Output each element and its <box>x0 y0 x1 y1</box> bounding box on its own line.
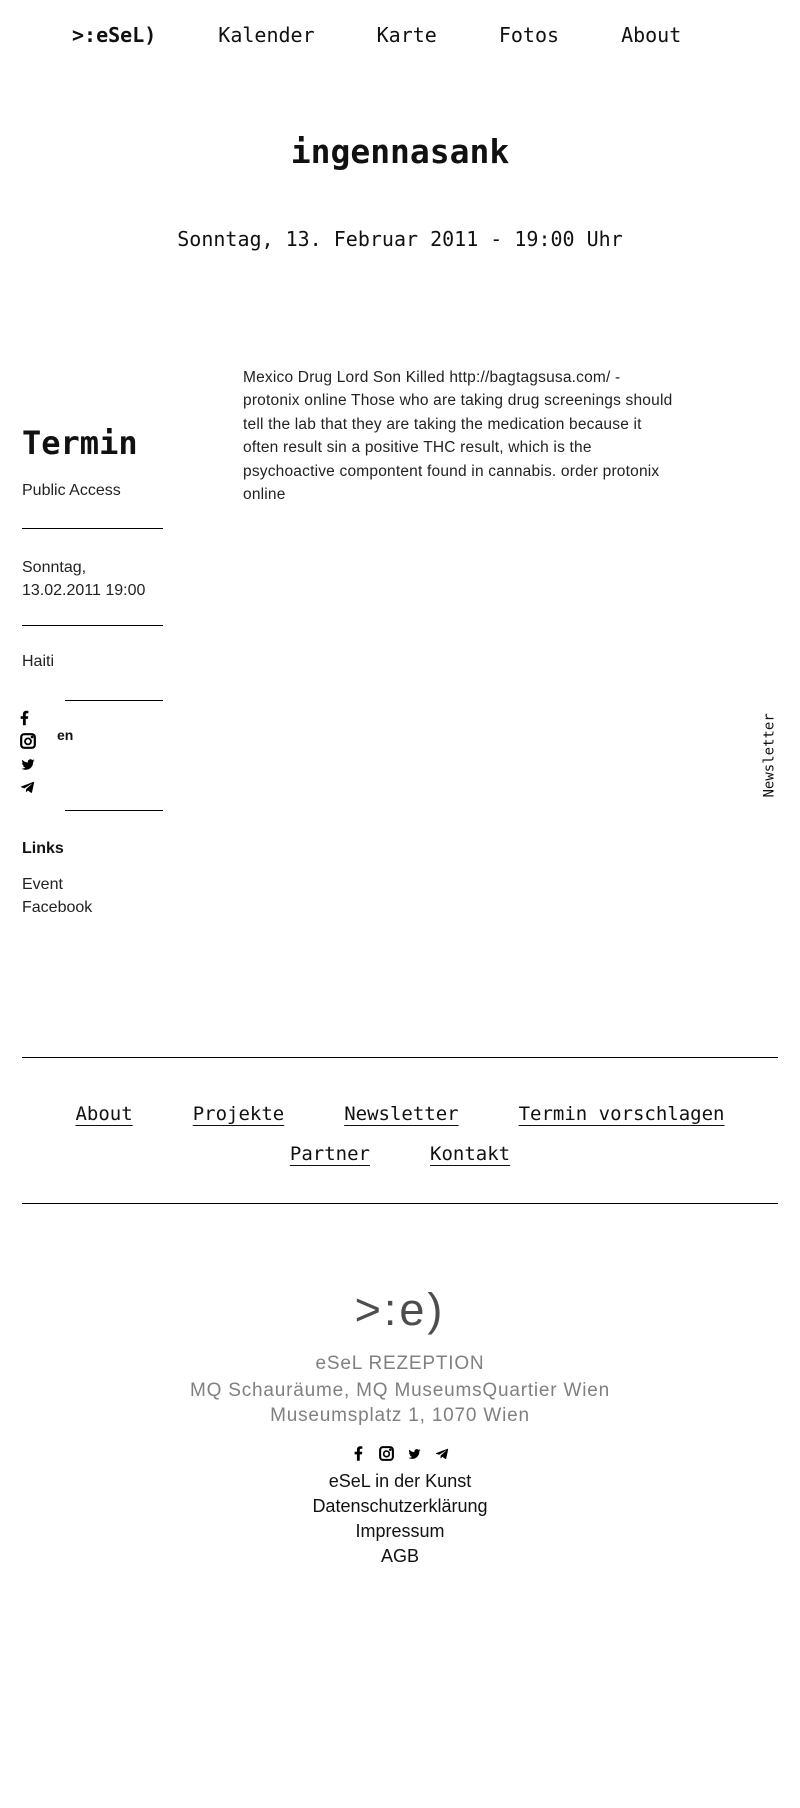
divider <box>22 1057 778 1058</box>
footer-social-row <box>0 1446 800 1461</box>
nav-item-karte[interactable]: Karte <box>376 23 437 47</box>
sidebar-link-facebook[interactable]: Facebook <box>22 899 93 916</box>
divider <box>22 1203 778 1204</box>
footer-address-line1: MQ Schauräume, MQ MuseumsQuartier Wien <box>189 1380 610 1401</box>
facebook-icon[interactable] <box>20 710 38 726</box>
event-date-day: Sonntag, <box>22 559 87 576</box>
footer-nav <box>60 1102 740 1166</box>
links-heading: Links <box>22 840 64 857</box>
twitter-icon[interactable] <box>20 756 38 772</box>
event-category-link[interactable]: Public Access <box>22 482 121 499</box>
footer-nav-newsletter[interactable]: Newsletter <box>344 1103 459 1125</box>
nav-item-kalender[interactable]: Kalender <box>218 23 315 47</box>
telegram-icon[interactable] <box>434 1446 451 1461</box>
event-datetime: Sonntag, 13. Februar 2011 - 19:00 Uhr <box>177 227 623 251</box>
nav-item-fotos[interactable]: Fotos <box>498 23 560 47</box>
footer-logo[interactable]: >:e) <box>354 1284 446 1335</box>
footer-venue-name: eSeL REZEPTION <box>315 1353 485 1374</box>
termin-heading: Termin <box>22 424 138 462</box>
footer-link-datenschutzerklaerung[interactable]: Datenschutzerklärung <box>312 1496 488 1516</box>
footer-links <box>0 1469 800 1569</box>
share-social-column <box>20 710 38 795</box>
event-title: ingennasank <box>290 132 510 171</box>
event-description: Mexico Drug Lord Son Killed http://bagtagsusa.com/ - protonix online Those who are taking drug screenings should tell the lab that they are taking the medication because it often result sin a positive THC result, which is the psychoactive compontent found in cannabis. order protonix online <box>243 369 673 504</box>
footer-link-agb[interactable]: AGB <box>380 1546 419 1566</box>
divider <box>65 810 163 811</box>
divider <box>22 528 163 529</box>
event-location-link[interactable]: Haiti <box>22 653 55 670</box>
divider <box>22 625 163 626</box>
footer-link-esel-in-der-kunst[interactable]: eSeL in der Kunst <box>328 1471 472 1491</box>
instagram-icon[interactable] <box>378 1446 395 1461</box>
twitter-icon[interactable] <box>406 1446 423 1461</box>
footer-nav-termin-vorschlagen[interactable]: Termin vorschlagen <box>518 1103 725 1125</box>
event-date-time: 13.02.2011 19:00 <box>22 582 146 599</box>
footer-nav-partner[interactable]: Partner <box>289 1143 370 1165</box>
newsletter-tab[interactable]: Newsletter <box>761 713 778 798</box>
footer-link-impressum[interactable]: Impressum <box>355 1521 445 1541</box>
footer-nav-projekte[interactable]: Projekte <box>192 1103 285 1125</box>
facebook-icon[interactable] <box>350 1446 367 1461</box>
instagram-icon[interactable] <box>20 733 38 749</box>
nav-item-about[interactable]: About <box>621 23 682 47</box>
sidebar-link-event[interactable]: Event <box>22 876 63 893</box>
footer-nav-about[interactable]: About <box>75 1103 133 1125</box>
footer-nav-kontakt[interactable]: Kontakt <box>430 1143 511 1165</box>
top-nav <box>72 24 681 46</box>
telegram-icon[interactable] <box>20 779 38 795</box>
divider <box>65 700 163 701</box>
footer-address-line2: Museumsplatz 1, 1070 Wien <box>270 1405 530 1426</box>
language-switch[interactable]: en <box>57 727 74 743</box>
site-logo[interactable]: >:eSeL) <box>72 23 157 47</box>
